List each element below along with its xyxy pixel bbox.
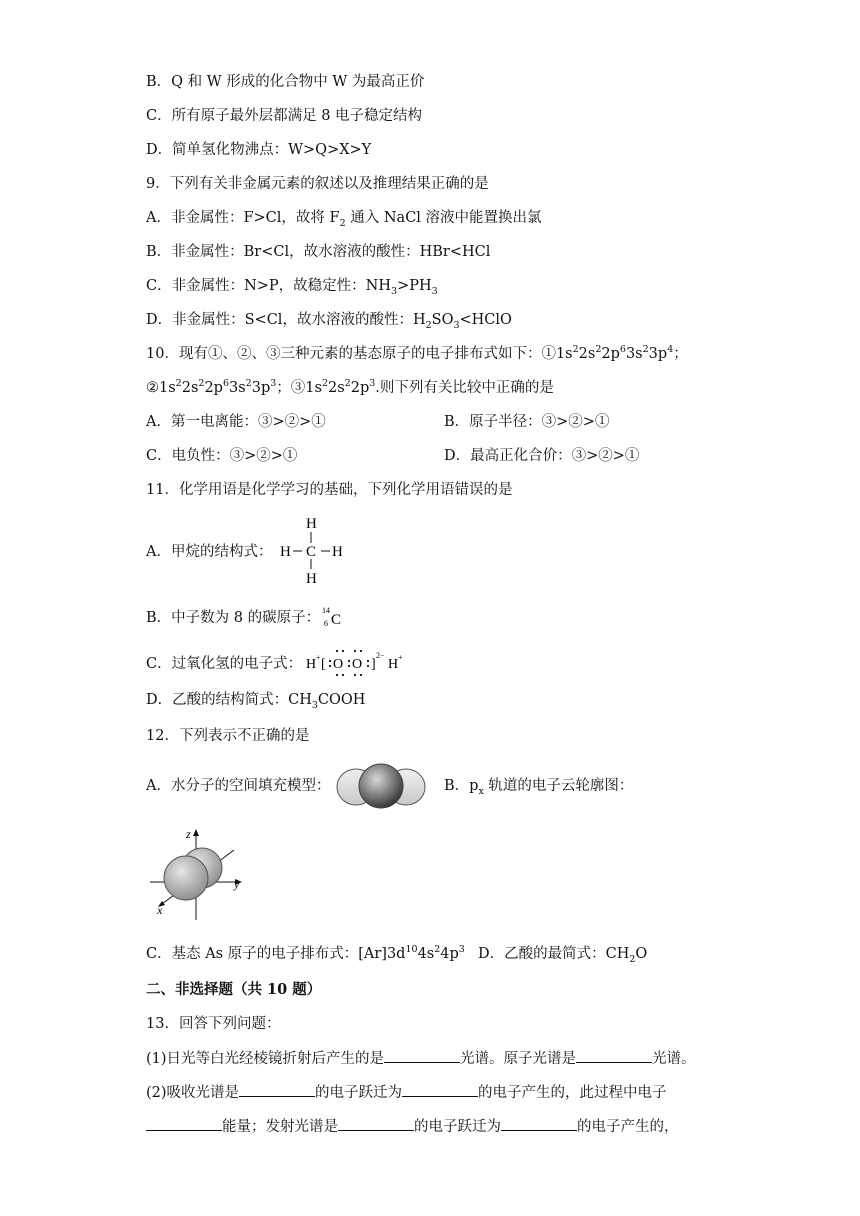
answer-blank[interactable] bbox=[501, 1116, 577, 1131]
svg-text:H: H bbox=[388, 657, 399, 672]
q12-stem: 12．下列表示不正确的是 bbox=[146, 728, 310, 744]
svg-text:]: ] bbox=[371, 657, 376, 672]
q10-option-d: D．最高正化合价：③>②>① bbox=[444, 448, 640, 464]
q11-option-b: B．中子数为 8 的碳原子： bbox=[146, 610, 321, 626]
q10-option-c: C．电负性：③>②>① bbox=[146, 448, 298, 464]
svg-text:6: 6 bbox=[324, 619, 328, 628]
carbon-14-isotope-symbol bbox=[320, 604, 350, 630]
q10-stem: 10．现有①、②、③三种元素的基态原子的电子排布式如下：$①1s^22s^22p^63s^23p^4$； bbox=[146, 344, 688, 362]
svg-text:H: H bbox=[306, 571, 317, 587]
svg-text:x: x bbox=[157, 903, 163, 917]
svg-text:14: 14 bbox=[322, 606, 330, 615]
svg-text:H: H bbox=[306, 516, 317, 532]
svg-text:H: H bbox=[280, 544, 291, 560]
answer-blank[interactable] bbox=[576, 1048, 652, 1063]
q12-option-a-label: A．水分子的空间填充模型： bbox=[146, 778, 331, 794]
svg-text:2−: 2− bbox=[376, 651, 385, 660]
q10-option-b: B．原子半径：③>②>① bbox=[444, 414, 610, 430]
q8-option-c: C．所有原子最外层都满足 8 电子稳定结构 bbox=[146, 108, 423, 124]
q9-option-b: B．非金属性：Br<Cl，故水溶液的酸性：HBr<HCl bbox=[146, 244, 491, 260]
q10-stem-line2: $②1s^22s^22p^63s^23p^3$；$③1s^22s^22p^3$.则下列有关比较中正确的是 bbox=[146, 378, 554, 396]
svg-text:O: O bbox=[352, 657, 363, 672]
answer-blank[interactable] bbox=[402, 1082, 478, 1097]
section-title: 二、非选择题（共 10 题） bbox=[146, 981, 322, 998]
answer-blank[interactable] bbox=[384, 1048, 460, 1063]
q12-option-d: D．乙酸的最简式：$CH_2O$ bbox=[478, 946, 648, 965]
q11-option-d: D．乙酸的结构简式：$CH_3COOH$ bbox=[146, 692, 366, 711]
q8-option-b: B．Q 和 W 形成的化合物中 W 为最高正价 bbox=[146, 74, 425, 90]
svg-text:H: H bbox=[306, 657, 317, 672]
q11-stem: 11．化学用语是化学学习的基础，下列化学用语错误的是 bbox=[146, 482, 513, 498]
q11-option-c-label: C．过氧化氢的电子式： bbox=[146, 656, 303, 672]
svg-text:H: H bbox=[332, 544, 343, 560]
q13-part2-cont: 能量；发射光谱是 的电子跃迁为 的电子产生的， bbox=[146, 1116, 679, 1137]
q12-option-b-label: B．$p_x$ 轨道的电子云轮廓图： bbox=[444, 778, 634, 797]
methane-structural-formula bbox=[278, 512, 348, 588]
q10-option-a: A．第一电离能：③>②>① bbox=[146, 414, 326, 430]
svg-text:+: + bbox=[316, 653, 321, 662]
q11-option-a-label: A．甲烷的结构式： bbox=[146, 544, 273, 560]
px-orbital-electron-cloud-diagram bbox=[146, 826, 256, 922]
q9-stem: 9．下列有关非金属元素的叙述以及推理结果正确的是 bbox=[146, 176, 489, 192]
q12-option-c: C．基态 As 原子的电子排布式：$[Ar]3d^{10}4s^24p^3$ bbox=[146, 944, 465, 962]
svg-text:O: O bbox=[333, 657, 344, 672]
q8-option-d: D．简单氢化物沸点：W>Q>X>Y bbox=[146, 142, 372, 158]
svg-text:y: y bbox=[234, 877, 240, 891]
hydrogen-peroxide-electron-formula bbox=[304, 644, 414, 680]
q9-option-c: C．非金属性：N>P，故稳定性：$NH_3>PH_3$ bbox=[146, 278, 438, 297]
q13-part1: (1)日光等白光经棱镜折射后产生的是 光谱。原子光谱是 光谱。 bbox=[146, 1048, 696, 1069]
q9-option-a: A．非金属性：F>Cl，故将 $F_2$ 通入 NaCl 溶液中能置换出氯 bbox=[146, 210, 542, 229]
q13-stem: 13．回答下列问题： bbox=[146, 1016, 281, 1032]
answer-blank[interactable] bbox=[239, 1082, 315, 1097]
q9-option-d: D．非金属性：S<Cl，故水溶液的酸性：$H_2SO_3<HClO$ bbox=[146, 312, 512, 331]
svg-text:z: z bbox=[186, 827, 191, 841]
svg-text:C: C bbox=[331, 612, 342, 628]
answer-blank[interactable] bbox=[338, 1116, 414, 1131]
svg-text:+: + bbox=[398, 653, 403, 662]
water-space-filling-model bbox=[334, 762, 428, 812]
svg-text:C: C bbox=[306, 544, 317, 560]
answer-blank[interactable] bbox=[146, 1116, 222, 1131]
svg-text:[: [ bbox=[321, 657, 326, 672]
q13-part2: (2)吸收光谱是 的电子跃迁为 的电子产生的，此过程中电子 bbox=[146, 1082, 667, 1103]
